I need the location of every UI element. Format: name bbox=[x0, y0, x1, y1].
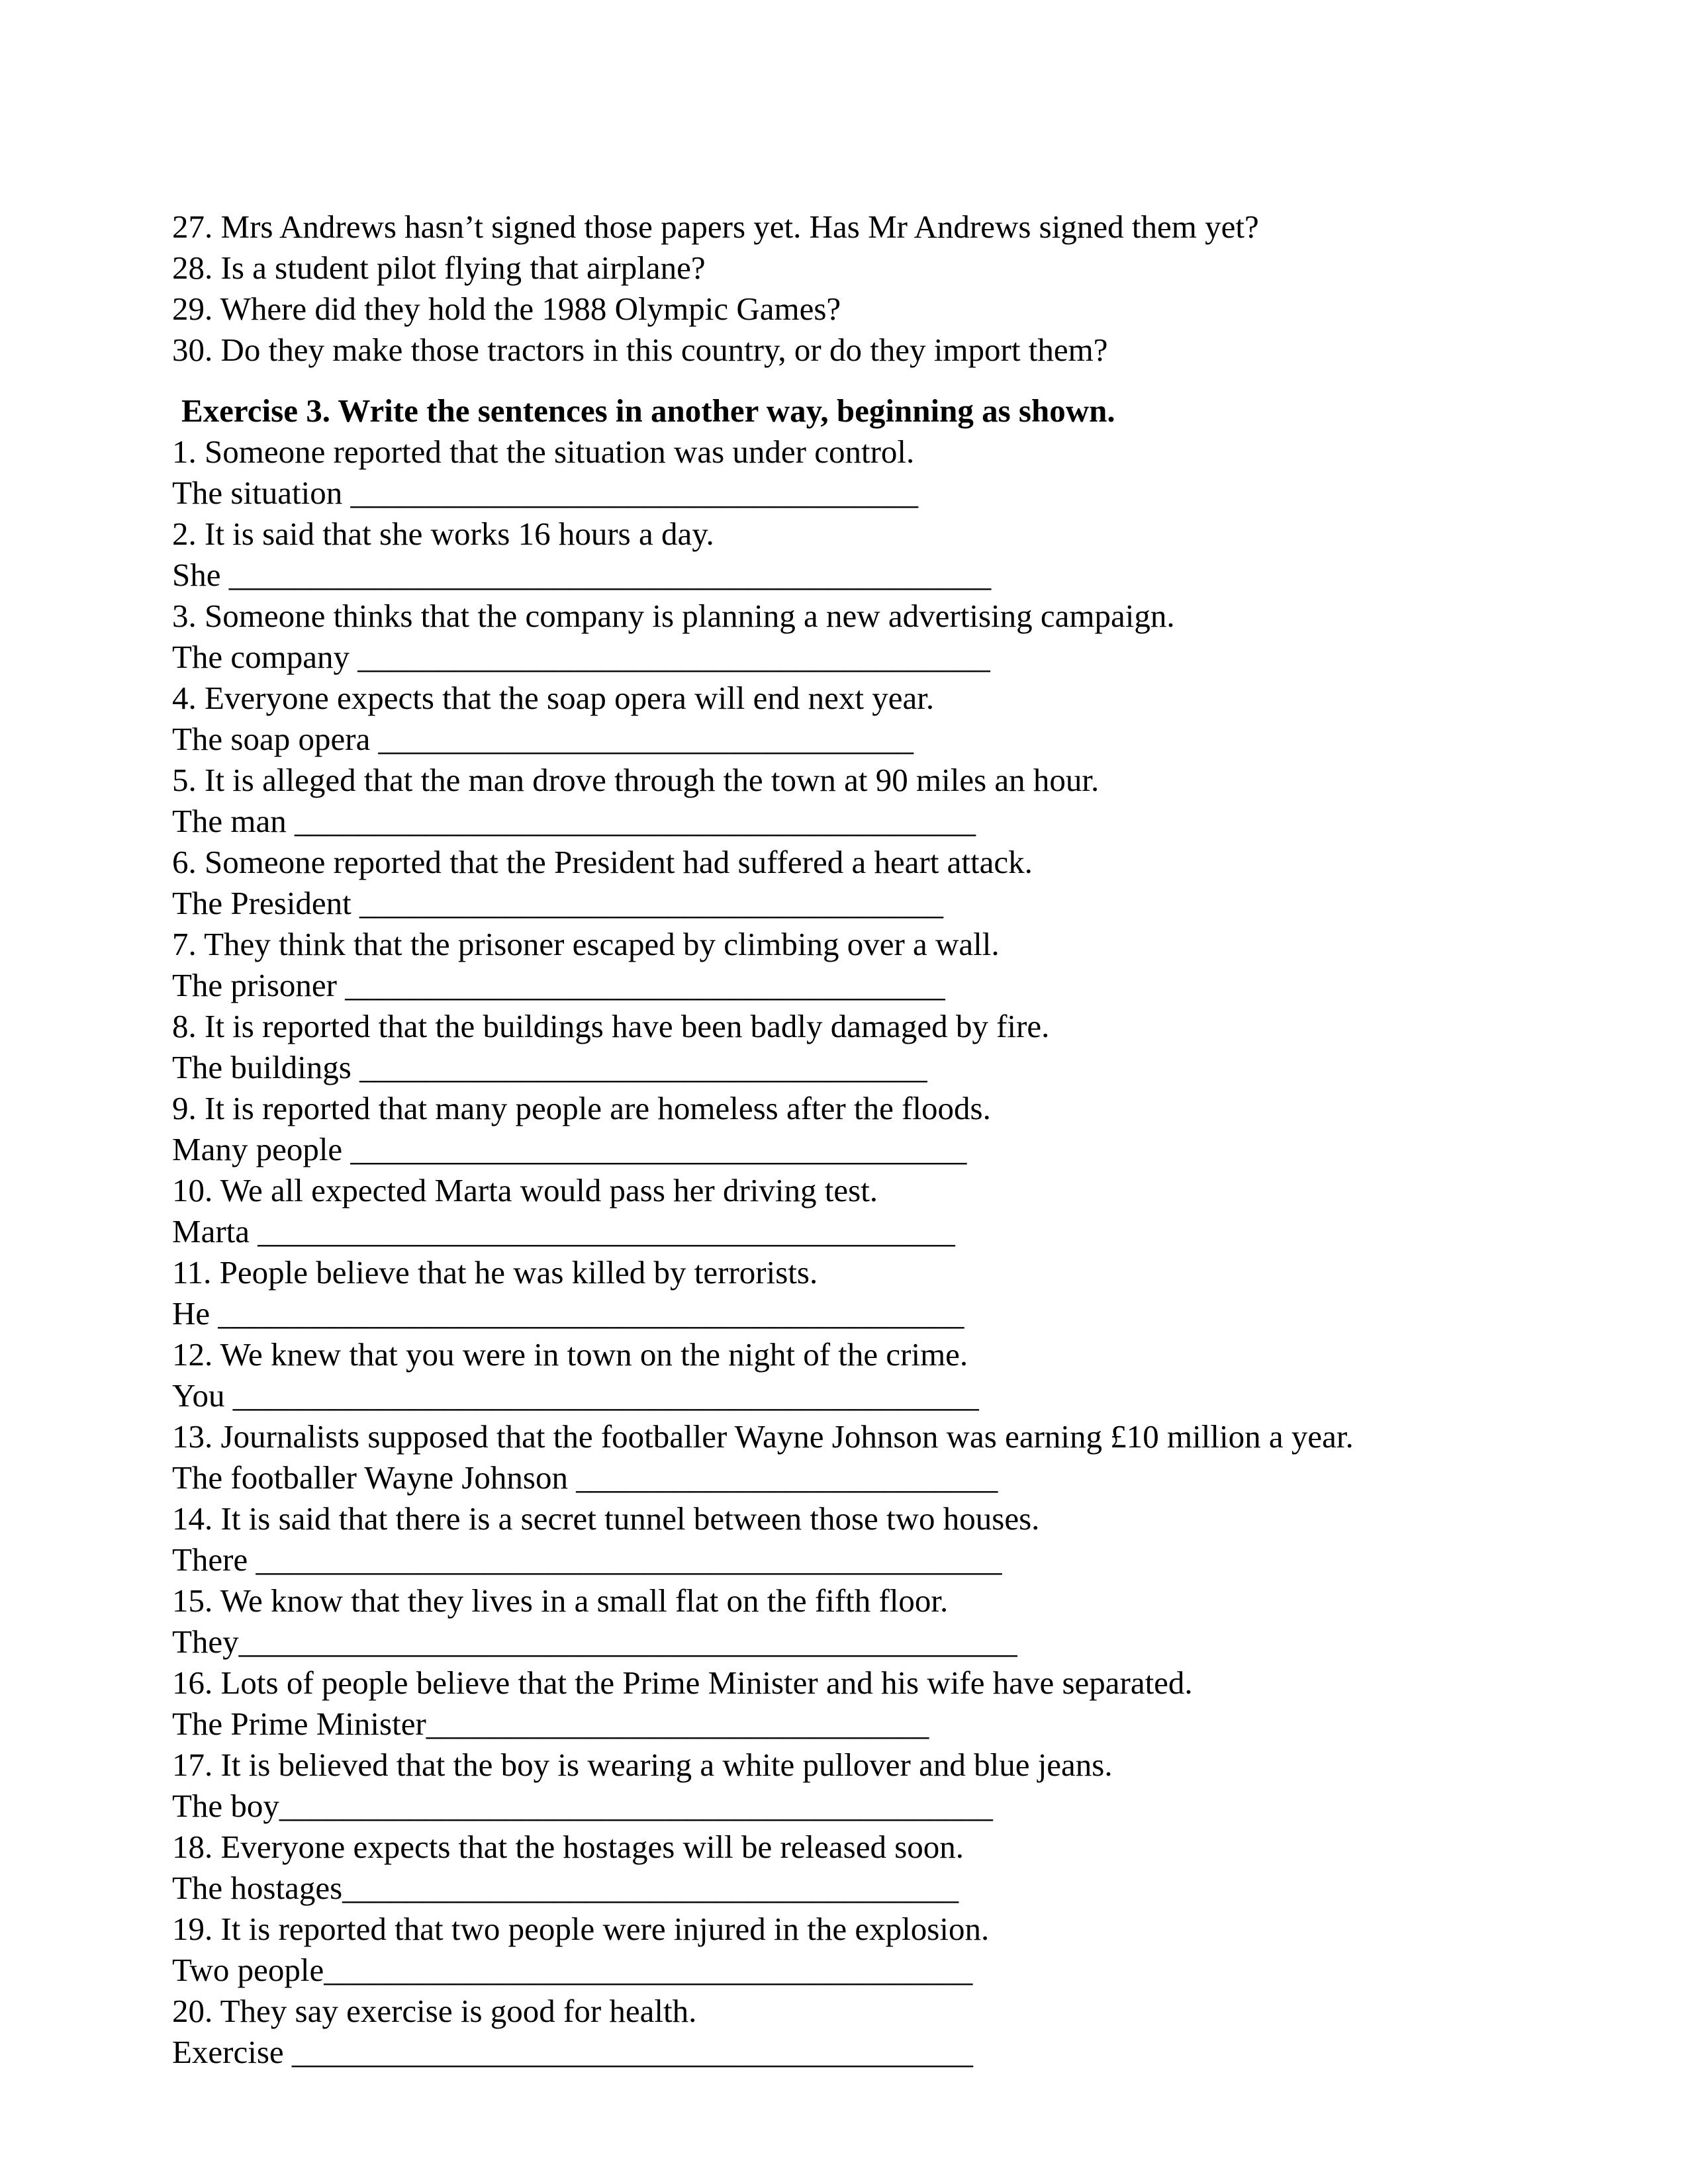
exercise-item-11-question: 11. People believe that he was killed by terrorists. bbox=[172, 1254, 818, 1291]
exercise-item-16-question: 16. Lots of people believe that the Prime Minister and his wife have separated. bbox=[172, 1664, 1193, 1701]
exercise-item-13-answer: The footballer Wayne Johnson __________________________ bbox=[172, 1459, 998, 1496]
exercise-item-8-answer: The buildings ___________________________________ bbox=[172, 1049, 927, 1085]
exercise-item-17-answer: The boy____________________________________________ bbox=[172, 1788, 993, 1824]
exercise-item-4-answer: The soap opera _________________________________ bbox=[172, 721, 914, 757]
exercise-item-8-question: 8. It is reported that the buildings have been badly damaged by fire. bbox=[172, 1008, 1050, 1044]
previous-exercise-items bbox=[172, 206, 1562, 371]
question-27: 27. Mrs Andrews hasn’t signed those papers yet. Has Mr Andrews signed them yet? bbox=[172, 208, 1259, 245]
exercise-item-3-question: 3. Someone thinks that the company is planning a new advertising campaign. bbox=[172, 598, 1175, 634]
exercise-item-19-question: 19. It is reported that two people were injured in the explosion. bbox=[172, 1911, 990, 1947]
exercise-item-18-question: 18. Everyone expects that the hostages will be released soon. bbox=[172, 1829, 964, 1865]
exercise-3-title: Exercise 3. Write the sentences in another way, beginning as shown. bbox=[181, 392, 1115, 429]
exercise-item-10-answer: Marta ___________________________________________ bbox=[172, 1213, 955, 1250]
exercise-item-10-question: 10. We all expected Marta would pass her driving test. bbox=[172, 1172, 878, 1208]
exercise-item-5-question: 5. It is alleged that the man drove through the town at 90 miles an hour. bbox=[172, 762, 1100, 798]
exercise-item-7-answer: The prisoner _____________________________________ bbox=[172, 967, 945, 1003]
exercise-item-12-question: 12. We knew that you were in town on the night of the crime. bbox=[172, 1336, 968, 1373]
exercise-item-12-answer: You ______________________________________________ bbox=[172, 1377, 979, 1414]
exercise-item-9-question: 9. It is reported that many people are homeless after the floods. bbox=[172, 1090, 991, 1126]
exercise-item-11-answer: He ______________________________________________ bbox=[172, 1295, 964, 1332]
exercise-item-7-question: 7. They think that the prisoner escaped by climbing over a wall. bbox=[172, 926, 1000, 962]
exercise-item-6-answer: The President ____________________________________ bbox=[172, 885, 944, 921]
exercise-item-15-answer: They________________________________________________ bbox=[172, 1623, 1017, 1660]
exercise-item-14-question: 14. It is said that there is a secret tunnel between those two houses. bbox=[172, 1500, 1040, 1537]
exercise-item-3-answer: The company _______________________________________ bbox=[172, 639, 990, 675]
exercise-item-20-question: 20. They say exercise is good for health. bbox=[172, 1993, 697, 2029]
exercise-item-13-question: 13. Journalists supposed that the footballer Wayne Johnson was earning £10 million a year. bbox=[172, 1418, 1354, 1455]
exercise-item-20-answer: Exercise __________________________________________ bbox=[172, 2034, 973, 2070]
question-28: 28. Is a student pilot flying that airplane? bbox=[172, 250, 706, 286]
exercise-item-9-answer: Many people ______________________________________ bbox=[172, 1131, 967, 1167]
exercise-item-14-answer: There ______________________________________________ bbox=[172, 1541, 1002, 1578]
exercise-item-2-question: 2. It is said that she works 16 hours a day. bbox=[172, 516, 714, 552]
worksheet-page bbox=[172, 206, 1562, 2073]
exercise-item-6-question: 6. Someone reported that the President had suffered a heart attack. bbox=[172, 844, 1033, 880]
exercise-item-17-question: 17. It is believed that the boy is wearing a white pullover and blue jeans. bbox=[172, 1747, 1113, 1783]
question-30: 30. Do they make those tractors in this country, or do they import them? bbox=[172, 332, 1108, 368]
exercise-item-1-question: 1. Someone reported that the situation was under control. bbox=[172, 433, 915, 470]
exercise-item-18-answer: The hostages______________________________________ bbox=[172, 1870, 959, 1906]
exercise-3-items bbox=[172, 432, 1562, 2073]
exercise-item-15-question: 15. We know that they lives in a small flat on the fifth floor. bbox=[172, 1582, 949, 1619]
exercise-item-2-answer: She _______________________________________________ bbox=[172, 557, 992, 593]
question-29: 29. Where did they hold the 1988 Olympic Games? bbox=[172, 291, 841, 327]
exercise-item-19-answer: Two people________________________________________ bbox=[172, 1952, 973, 1988]
exercise-item-5-answer: The man __________________________________________ bbox=[172, 803, 976, 839]
exercise-item-4-question: 4. Everyone expects that the soap opera will end next year. bbox=[172, 680, 935, 716]
exercise-item-1-answer: The situation ___________________________________ bbox=[172, 475, 918, 511]
exercise-item-16-answer: The Prime Minister_______________________________ bbox=[172, 1706, 929, 1742]
